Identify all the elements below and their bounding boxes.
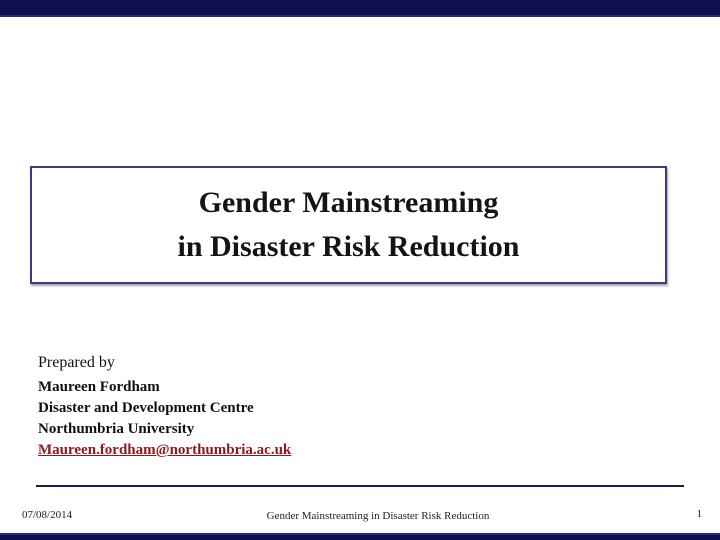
top-banner-bar <box>0 0 720 17</box>
footer-date: 07/08/2014 <box>22 509 73 521</box>
author-email-link[interactable]: Maureen.fordham@northumbria.ac.uk <box>38 442 292 458</box>
footer-divider <box>36 485 684 487</box>
slide-title-line-2: in Disaster Risk Reduction <box>177 230 520 263</box>
bottom-banner-bar <box>0 533 720 540</box>
slide-title-line-1: Gender Mainstreaming <box>198 186 499 219</box>
author-university: Northumbria University <box>38 421 195 437</box>
author-block <box>38 352 678 461</box>
author-organization: Disaster and Development Centre <box>38 400 254 416</box>
footer-title: Gender Mainstreaming in Disaster Risk Reduction <box>266 510 490 522</box>
footer-page-number: 1 <box>696 508 702 520</box>
title-box <box>30 166 667 284</box>
prepared-by-label: Prepared by <box>38 354 115 371</box>
author-name: Maureen Fordham <box>38 379 160 395</box>
